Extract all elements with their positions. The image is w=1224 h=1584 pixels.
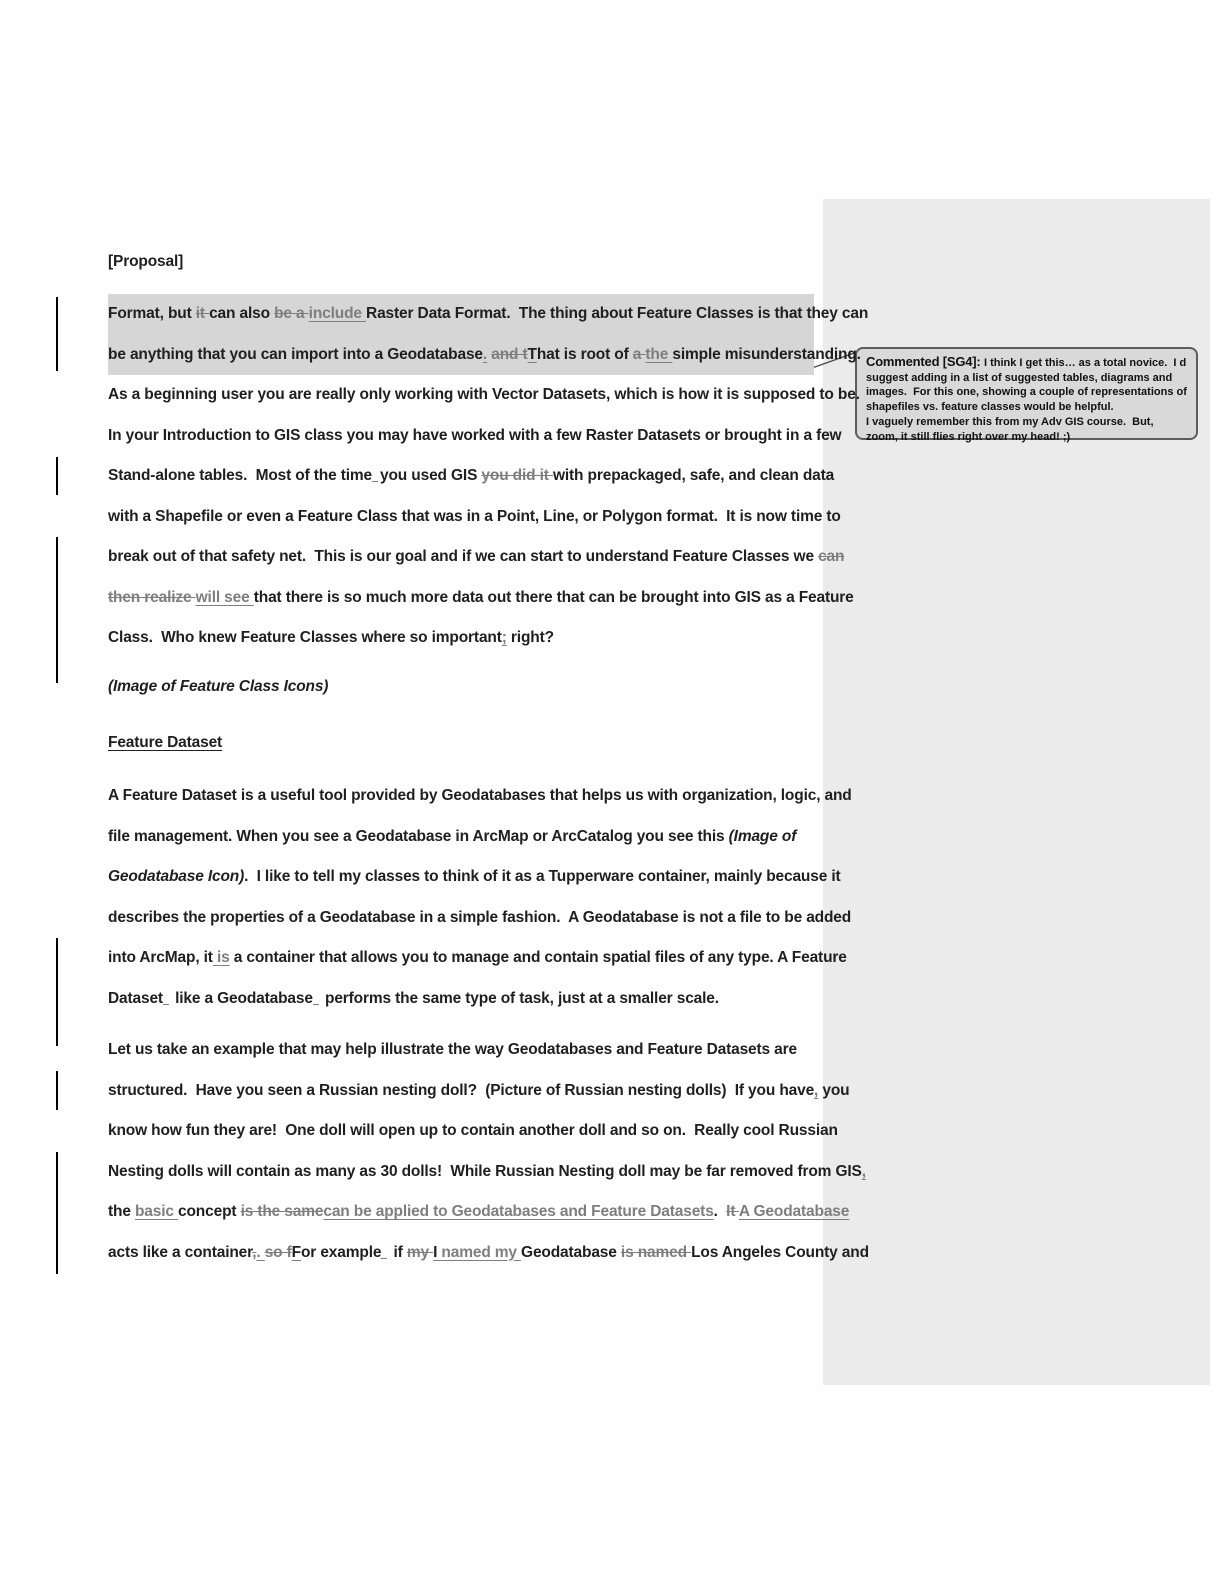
change-bar [56,537,58,683]
inserted-space-mark [372,476,378,482]
deleted-text-run: it [195,305,210,322]
text-line [108,1152,866,1193]
inserted-text-run: include [308,305,367,322]
text-run: with prepackaged, safe, and clean data [552,467,835,484]
text-line [108,1030,814,1071]
text-line [108,242,814,283]
text-line [108,1071,850,1112]
deleted-text-run: is named [620,1243,692,1261]
deleted-text-run: can [818,548,845,565]
change-bar [56,1152,58,1274]
text-run: you [818,1081,850,1099]
inserted-text-run: , [861,1162,866,1180]
deleted-text-run: then realize [108,588,196,606]
deleted-text-run: is the same [240,1203,324,1220]
text-run: with a Shapefile or even a Feature Class that was in a Point, Line, or Polygon format. It is now time to [108,507,841,525]
inserted-space-mark [163,999,169,1005]
inserted-text-run: F [291,1243,301,1261]
text-line [108,898,852,939]
text-run: break out of that safety net. This is our goal and if we can start to understand Feature Classes we [108,548,819,565]
text-run: In your Introduction to GIS class you may have worked with a few Raster Datasets or brought in a few [108,426,842,444]
text-run: right? [506,629,554,646]
text-line [108,416,842,457]
text-run: acts like a container [108,1243,253,1261]
text-run: performs the same type of task, just at a smaller scale. [320,989,719,1007]
comment-anchored-text-line [108,335,861,376]
text-run: structured. Have you seen a Russian nesting doll? (Picture of Russian nesting dolls) If you have [108,1081,815,1099]
text-run: Nesting dolls will contain as many as 30 dolls! While Russian Nesting doll may be far removed from GIS [108,1162,862,1180]
paragraph-image-placeholder[interactable] [108,667,814,708]
inserted-text-run: can be applied to Geodatabases and Feature Datasets [323,1203,714,1220]
inserted-text-run: . [482,345,488,363]
paragraph-feature-dataset[interactable] [108,776,852,1019]
change-bar [56,1071,58,1110]
text-run: like a Geodatabase [170,989,313,1007]
text-run: . I like to tell my classes to think of it as a Tupperware container, mainly because it [244,868,841,885]
deleted-text-run: and t [491,345,528,363]
deleted-text-run: It [726,1203,739,1220]
text-line [108,938,847,979]
text-run: Let us take an example that may help illustrate the way Geodatabases and Feature Datasets are [108,1041,797,1058]
deleted-text-run: be a [274,305,309,322]
deleted-text-run: a [632,345,646,363]
text-line [108,618,814,659]
text-line [108,723,814,764]
deleted-text-run: you did it [481,467,553,484]
paragraph-feature-class-format[interactable] [108,294,869,659]
heading-feature-dataset[interactable] [108,723,814,764]
change-bar [56,938,58,1046]
text-line [108,497,841,538]
text-run: or example [300,1243,382,1261]
text-line [108,776,852,817]
text-run: describes the properties of a Geodatabase in a simple fashion. A Geodatabase is not a file to be added [108,908,852,926]
text-run: . [713,1203,727,1220]
text-run: Los Angeles County and [691,1243,869,1261]
text-run: Stand-alone tables. Most of the time [108,467,373,484]
text-line [108,537,845,578]
inserted-text-run: will see [195,588,254,606]
text-run: Class. Who knew Feature Classes where so important [108,629,502,646]
comment-body-paragraph-1: I think I get this… as a total novice. I d suggest adding in a list of suggested tables, diagrams and images. For this one, showing a couple of representations of shapefiles vs. feature classes would be helpful. [866,357,1190,414]
text-line [108,375,860,416]
text-line [108,667,814,708]
text-line [108,857,841,898]
change-bar [56,297,58,371]
text-run: file management. When you see a Geodatabase in ArcMap or ArcCatalog you see this [108,827,729,845]
text-run: into ArcMap, it [108,949,213,966]
inserted-space-mark [381,1253,387,1259]
inserted-text-run: ; [501,629,507,646]
text-line [108,817,814,858]
text-run: Geodatabase [521,1243,621,1261]
text-run: a container that allows you to manage and contain spatial files of any type. A Feature [229,949,847,966]
text-run: can also [209,305,275,322]
text-run: As a beginning user you are really only working with Vector Datasets, which is how it is supposed to be. [108,386,860,403]
comment-anchored-text-line [108,294,869,335]
text-line [108,979,814,1020]
text-run: (Image of [728,827,797,845]
deleted-text-run: , [252,1243,257,1261]
text-run: A Feature Dataset is a useful tool provided by Geodatabases that helps us with organization, logic, and [108,787,852,804]
inserted-text-run: is [212,949,230,966]
inserted-text-run: basic [134,1203,179,1220]
text-run: the [108,1203,135,1220]
comment-body-paragraph-2: I vaguely remember this from my Adv GIS course. But, zoom, it still flies right over my head! ;) [866,415,1157,443]
comment-author-label: Commented [SG4]: [866,354,984,369]
change-bar [56,457,58,495]
text-run: if [389,1243,407,1261]
text-line [108,456,835,497]
inserted-text-run: I [433,1243,438,1261]
text-line [108,1192,850,1233]
deleted-text-run: so f [264,1243,292,1261]
inserted-text-run: . [256,1243,265,1261]
text-run: Dataset [108,989,163,1007]
text-run: [Proposal] [108,253,184,270]
text-run: Geodatabase Icon) [108,868,245,885]
text-run: be anything that you can import into a Geodatabase [108,345,483,363]
inserted-space-mark [313,999,319,1005]
text-run: (Image of Feature Class Icons) [108,678,329,695]
text-run: Raster Data Format. The thing about Feature Classes is that they can [366,305,869,322]
inserted-text-run: named my [437,1243,522,1261]
text-run: that there is so much more data out there that can be brought into GIS as a Feature [253,588,854,606]
paragraph-russian-dolls[interactable] [108,1030,869,1273]
inserted-text-run: the [645,345,673,363]
text-run: you used GIS [380,467,482,484]
text-run: Feature Dataset [108,734,223,751]
paragraph-proposal-tag[interactable] [108,242,814,283]
text-run: hat is root of [536,345,633,363]
text-run: know how fun they are! One doll will open up to contain another doll and so on. Really cool Russian [108,1122,838,1139]
text-line [108,1233,869,1274]
text-line [108,1111,838,1152]
deleted-text-run: my [406,1243,434,1261]
text-run: Format, but [108,305,196,322]
text-run: concept [178,1203,241,1220]
text-run: simple misunderstanding. [672,345,861,363]
inserted-text-run: A Geodatabase [738,1203,850,1220]
text-line [108,578,854,619]
inserted-text-run: T [527,345,537,363]
inserted-text-run: , [814,1081,819,1099]
